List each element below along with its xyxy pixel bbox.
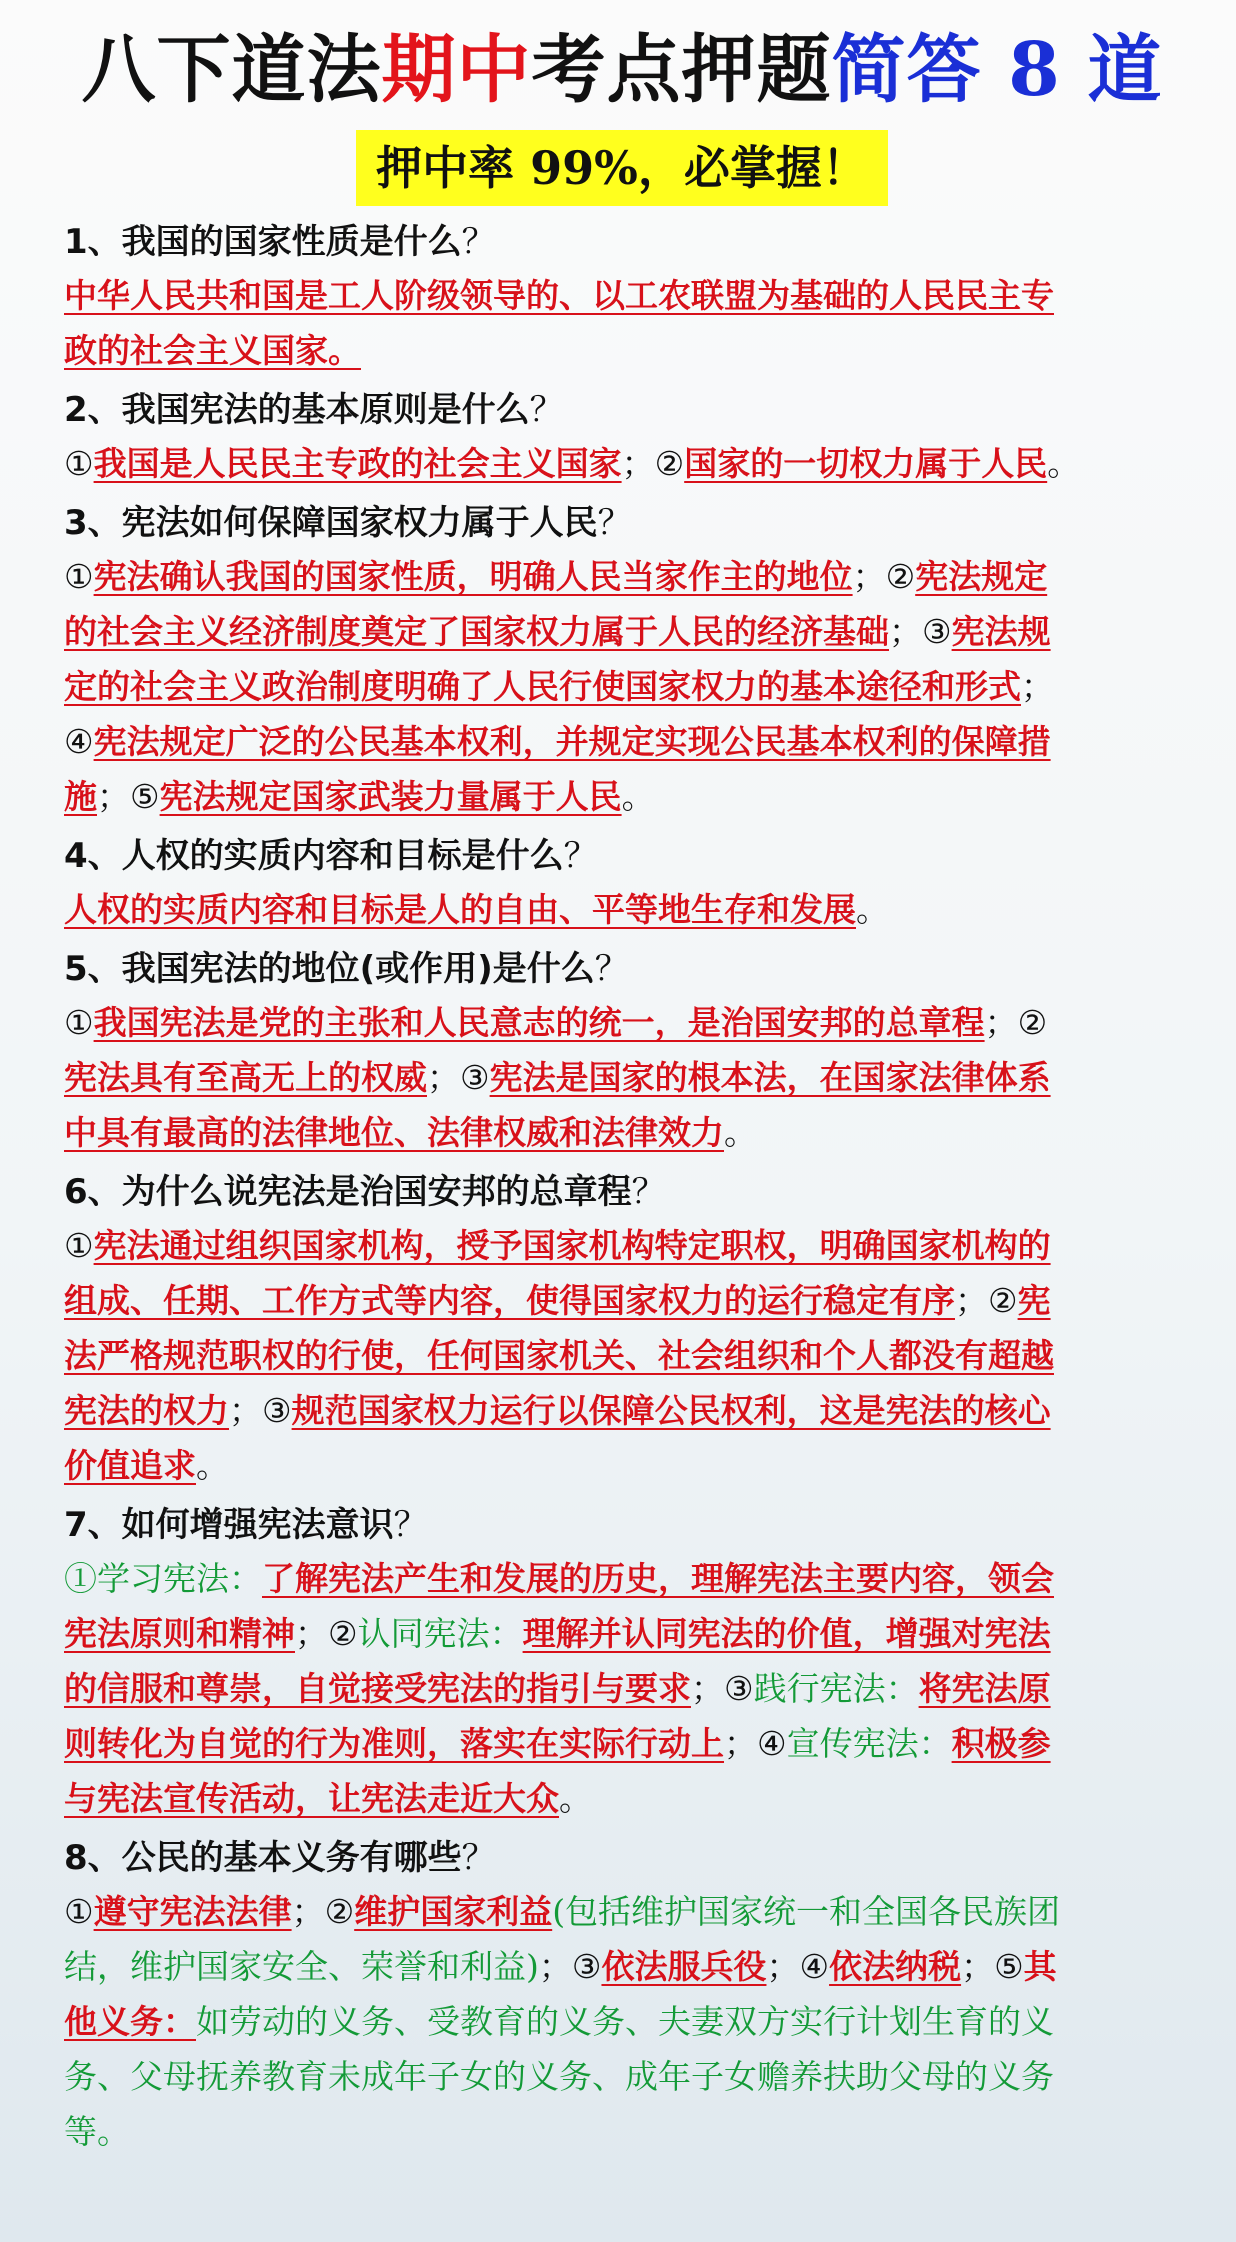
answer-keypoint: 宪法的权力 [64, 1391, 229, 1430]
answer-keypoint: 的社会主义经济制度奠定了国家权力属于人民的经济基础 [64, 612, 889, 651]
answer-keypoint: 我国是人民民主专政的社会主义国家 [93, 444, 622, 483]
answer-keypoint: 中具有最高的法律地位、法律权威和法律效力 [64, 1113, 724, 1152]
answer-note: 践行宪法： [753, 1669, 919, 1708]
answer [64, 436, 1180, 491]
answer-line [64, 769, 1180, 824]
answer-punctuation: 。 [621, 777, 655, 816]
answer-punctuation: 。 [559, 1779, 592, 1818]
question-text: 6、为什么说宪法是治国安邦的总章程 [64, 1172, 632, 1212]
answer-keypoint: 则转化为自觉的行为准则，落实在实际行动上 [64, 1724, 724, 1763]
question-title [64, 384, 1180, 436]
question-block [64, 830, 1180, 937]
page-title [64, 0, 1180, 118]
answer-punctuation: 。 [196, 1446, 229, 1485]
answer-punctuation: ；③ [229, 1391, 292, 1430]
answer-punctuation: ；④ [724, 1724, 787, 1763]
answer-line [64, 1716, 1180, 1771]
answer-line [64, 1994, 1180, 2049]
question-mark: ？ [393, 1505, 428, 1545]
answer-punctuation: 。 [1047, 444, 1081, 483]
question-title [64, 1832, 1180, 1884]
question-title [64, 1499, 1180, 1551]
answer-line [64, 2104, 1180, 2159]
answer-line [64, 1551, 1180, 1606]
title-part-3: 考点押题 [531, 27, 832, 113]
answer-note: 务、父母抚养教育未成年子女的义务、成年子女赡养扶助父母的义务 [64, 2057, 1054, 2096]
answer [64, 1218, 1180, 1493]
answer-punctuation: ；② [852, 557, 916, 596]
answer-punctuation: 。 [856, 890, 889, 929]
answer-keypoint: 维护国家利益 [354, 1892, 553, 1931]
question-block [64, 384, 1180, 491]
answer-punctuation: ； [1021, 667, 1054, 706]
answer-punctuation: ；② [295, 1614, 358, 1653]
subtitle-banner [64, 130, 1180, 210]
answer-keypoint: 理解并认同宪法的价值，增强对宪法 [522, 1614, 1051, 1653]
answer-line [64, 1438, 1180, 1493]
answer-keypoint: 宪法规定国家武装力量属于人民 [159, 777, 622, 816]
answer-keypoint: 了解宪法产生和发展的历史，理解宪法主要内容，领会 [262, 1559, 1054, 1598]
question-mark: ？ [461, 1838, 496, 1878]
answer [64, 549, 1180, 824]
answer-line [64, 323, 1180, 378]
answer-note: ①学习宪法： [64, 1559, 262, 1598]
answer-punctuation: ；③ [538, 1947, 602, 1986]
answer-line [64, 995, 1180, 1050]
answer-punctuation: ① [64, 1226, 94, 1265]
answer-line [64, 714, 1180, 769]
question-block [64, 943, 1180, 1160]
answer-keypoint: 依法服兵役 [601, 1947, 767, 1986]
answer-line [64, 1105, 1180, 1160]
answer-note: 宣传宪法： [786, 1724, 952, 1763]
question-text: 4、人权的实质内容和目标是什么 [64, 836, 564, 876]
answer-line [64, 1218, 1180, 1273]
answer-keypoint: 国家的一切权力属于人民 [684, 444, 1048, 483]
question-text: 3、宪法如何保障国家权力属于人民 [64, 503, 598, 543]
answer-keypoint: 人权的实质内容和目标是人的自由、平等地生存和发展 [64, 890, 856, 929]
answer-punctuation: ；④ [766, 1947, 830, 1986]
question-text: 8、公民的基本义务有哪些 [64, 1838, 462, 1878]
answer-punctuation: ；⑤ [97, 777, 160, 816]
answer-keypoint: 施 [64, 777, 97, 816]
question-block [64, 1832, 1180, 2159]
answer [64, 882, 1180, 937]
question-title [64, 497, 1180, 549]
answer-line [64, 1884, 1180, 1939]
answer-keypoint: 将宪法原 [918, 1669, 1051, 1708]
answer-line [64, 882, 1180, 937]
answer-line [64, 549, 1180, 604]
question-block [64, 1499, 1180, 1826]
answer-punctuation: 。 [724, 1113, 757, 1152]
question-block [64, 497, 1180, 824]
answer-keypoint: 政的社会主义国家。 [64, 331, 361, 370]
question-mark: ？ [594, 949, 629, 989]
question-text: 1、我国的国家性质是什么 [64, 222, 462, 262]
answer-line [64, 1383, 1180, 1438]
answer-note: 认同宪法： [357, 1614, 523, 1653]
question-mark: ？ [631, 1172, 666, 1212]
answer-note: 结，维护国家安全、荣誉和利益) [64, 1947, 539, 1986]
answer-keypoint: 宪法是国家的根本法，在国家法律体系 [489, 1058, 1051, 1097]
answer-punctuation: ；③ [691, 1669, 754, 1708]
answer [64, 995, 1180, 1160]
answer-line [64, 604, 1180, 659]
answer-punctuation: ④ [64, 722, 94, 761]
answer-note: 如劳动的义务、受教育的义务、夫妻双方实行计划生育的义 [196, 2002, 1054, 2041]
question-list [64, 216, 1180, 2159]
answer-line [64, 1771, 1180, 1826]
answer-line [64, 1661, 1180, 1716]
answer-keypoint: 宪 [1017, 1281, 1051, 1320]
answer-punctuation: ① [64, 1003, 94, 1042]
title-part-2: 期中 [381, 27, 532, 113]
answer-line [64, 436, 1180, 491]
answer-line [64, 1328, 1180, 1383]
answer-line [64, 659, 1180, 714]
answer-keypoint: 其 [1023, 1947, 1057, 1986]
question-title [64, 830, 1180, 882]
answer-keypoint: 宪法规定 [915, 557, 1048, 596]
answer-keypoint: 中华人民共和国是工人阶级领导的、以工农联盟为基础的人民民主专 [64, 276, 1054, 315]
answer [64, 1884, 1180, 2159]
answer-keypoint: 与宪法宣传活动，让宪法走近大众 [64, 1779, 559, 1818]
answer-punctuation: ① [64, 444, 94, 483]
answer-keypoint: 宪法通过组织国家机构，授予国家机构特定职权，明确国家机构的 [93, 1226, 1051, 1265]
answer-punctuation: ；② [955, 1281, 1018, 1320]
question-block [64, 216, 1180, 378]
answer-line [64, 1606, 1180, 1661]
answer-keypoint: 宪法规定广泛的公民基本权利，并规定实现公民基本权利的保障措 [93, 722, 1051, 761]
answer-keypoint: 他义务： [64, 2002, 196, 2041]
answer-keypoint: 宪法原则和精神 [64, 1614, 295, 1653]
answer-note: 等。 [64, 2112, 130, 2151]
answer-keypoint: 宪法确认我国的国家性质，明确人民当家作主的地位 [93, 557, 853, 596]
answer [64, 268, 1180, 378]
answer-line [64, 2049, 1180, 2104]
question-text: 2、我国宪法的基本原则是什么 [64, 390, 530, 430]
subtitle: 押中率 99%，必掌握！ [356, 130, 888, 206]
question-mark: ？ [597, 503, 632, 543]
answer-punctuation: ；② [291, 1892, 355, 1931]
answer-line [64, 1939, 1180, 1994]
answer-line [64, 268, 1180, 323]
question-block [64, 1166, 1180, 1493]
answer-punctuation: ；② [621, 444, 685, 483]
answer-keypoint: 组成、任期、工作方式等内容，使得国家权力的运行稳定有序 [64, 1281, 955, 1320]
answer-keypoint: 积极参 [951, 1724, 1051, 1763]
question-title [64, 943, 1180, 995]
answer-punctuation: ① [64, 1892, 94, 1931]
answer-keypoint: 规范国家权力运行以保障公民权利，这是宪法的核心 [291, 1391, 1051, 1430]
question-mark: ？ [563, 836, 598, 876]
question-text: 7、如何增强宪法意识 [64, 1505, 394, 1545]
title-part-4: 简答 8 道 [831, 27, 1163, 113]
question-mark: ？ [461, 222, 496, 262]
answer-keypoint: 法严格规范职权的行使，任何国家机关、社会组织和个人都没有超越 [64, 1336, 1054, 1375]
answer-punctuation: ；② [984, 1003, 1048, 1042]
answer-punctuation: ；③ [889, 612, 952, 651]
answer-punctuation: ；③ [427, 1058, 490, 1097]
answer-punctuation: ① [64, 557, 94, 596]
answer-keypoint: 我国宪法是党的主张和人民意志的统一，是治国安邦的总章程 [93, 1003, 985, 1042]
answer-line [64, 1050, 1180, 1105]
answer-keypoint: 遵守宪法法律 [93, 1892, 292, 1931]
answer-keypoint: 宪法规 [951, 612, 1051, 651]
question-mark: ？ [529, 390, 564, 430]
answer-keypoint: 依法纳税 [829, 1947, 962, 1986]
answer-keypoint: 价值追求 [64, 1446, 196, 1485]
question-title [64, 216, 1180, 268]
answer-line [64, 1273, 1180, 1328]
question-text: 5、我国宪法的地位(或作用)是什么 [64, 949, 595, 989]
answer-punctuation: ；⑤ [961, 1947, 1024, 1986]
title-part-1: 八下道法 [81, 27, 382, 113]
answer-keypoint: 宪法具有至高无上的权威 [64, 1058, 427, 1097]
answer [64, 1551, 1180, 1826]
question-title [64, 1166, 1180, 1218]
answer-keypoint: 的信服和尊崇，自觉接受宪法的指引与要求 [64, 1669, 691, 1708]
answer-keypoint: 定的社会主义政治制度明确了人民行使国家权力的基本途径和形式 [64, 667, 1021, 706]
answer-note: (包括维护国家统一和全国各民族团 [552, 1892, 1061, 1931]
